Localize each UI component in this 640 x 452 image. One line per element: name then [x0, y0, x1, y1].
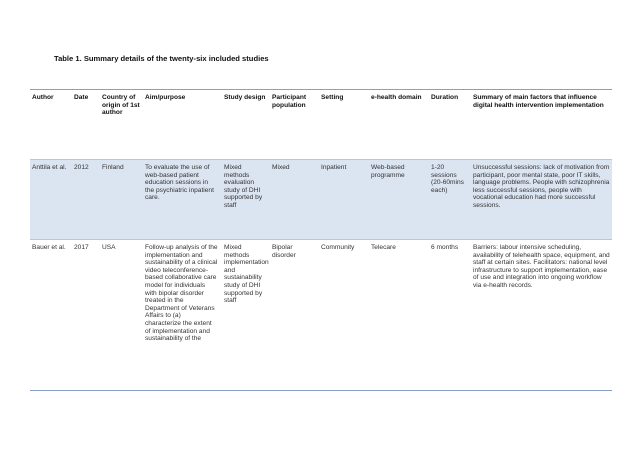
- table-header-row: [30, 90, 612, 159]
- header-aim: Aim/purpose: [145, 94, 186, 101]
- cell-setting: Inpatient: [321, 164, 347, 171]
- cell-design: Mixed methods implementation and sustainability study of DHI supported by staff: [224, 244, 269, 305]
- header-design: Study design: [224, 94, 266, 101]
- cell-author: Anttila et al.: [32, 164, 67, 171]
- cell-domain: Telecare: [371, 244, 396, 251]
- cell-summary: Barriers: labour intensive scheduling, availability of telehealth space, equipment, and staff at certain sites. Facilitators: national level infrastructure to support implementation, ease of use and integration into ongoing workflow via e-health records.: [473, 244, 610, 289]
- header-duration: Duration: [431, 94, 459, 101]
- cell-design: Mixed methods evaluation study of DHI supported by staff: [224, 164, 263, 209]
- header-summary: Summary of main factors that influence digital health intervention implementation: [473, 94, 604, 109]
- cell-duration: 1-20 sessions (20-60mins each): [431, 164, 464, 194]
- cell-setting: Community: [321, 244, 355, 251]
- cell-duration: 6 months: [431, 244, 459, 251]
- header-country: Country of origin of 1st author: [102, 94, 140, 117]
- cell-date: 2012: [74, 164, 89, 171]
- table-bottom-rule: [30, 390, 612, 391]
- cell-summary: Unsuccessful sessions: lack of motivation from participant, poor mental state, poor IT skills, language problems. People with schizophrenia less successful sessions, people with vocational education had more successful sessions.: [473, 164, 610, 209]
- cell-population: Bipolar disorder: [272, 244, 296, 259]
- cell-author: Bauer et al.: [32, 244, 66, 251]
- cell-country: USA: [102, 244, 116, 251]
- header-date: Date: [74, 94, 89, 101]
- summary-table: [30, 89, 612, 391]
- cell-date: 2017: [74, 244, 89, 251]
- header-domain: e-health domain: [371, 94, 422, 101]
- cell-aim: To evaluate the use of web-based patient education sessions in the psychiatric inpatient care.: [145, 164, 214, 202]
- header-setting: Setting: [321, 94, 344, 101]
- header-population: Participant population: [272, 94, 307, 109]
- table-row: [30, 160, 612, 239]
- cell-population: Mixed: [272, 164, 290, 171]
- cell-aim: Follow-up analysis of the implementation and sustainability of a clinical video teleconference-based collaborative care model for individuals with bipolar disorder treated in the Department of Veterans Affairs to (a) characterize the extent of implementation and sustainability of the: [145, 244, 218, 343]
- table-row: [30, 240, 612, 390]
- cell-domain: Web-based programme: [371, 164, 405, 179]
- header-author: Author: [32, 94, 54, 101]
- table-caption: Table 1. Summary details of the twenty-six included studies: [54, 54, 269, 63]
- cell-country: Finland: [102, 164, 124, 171]
